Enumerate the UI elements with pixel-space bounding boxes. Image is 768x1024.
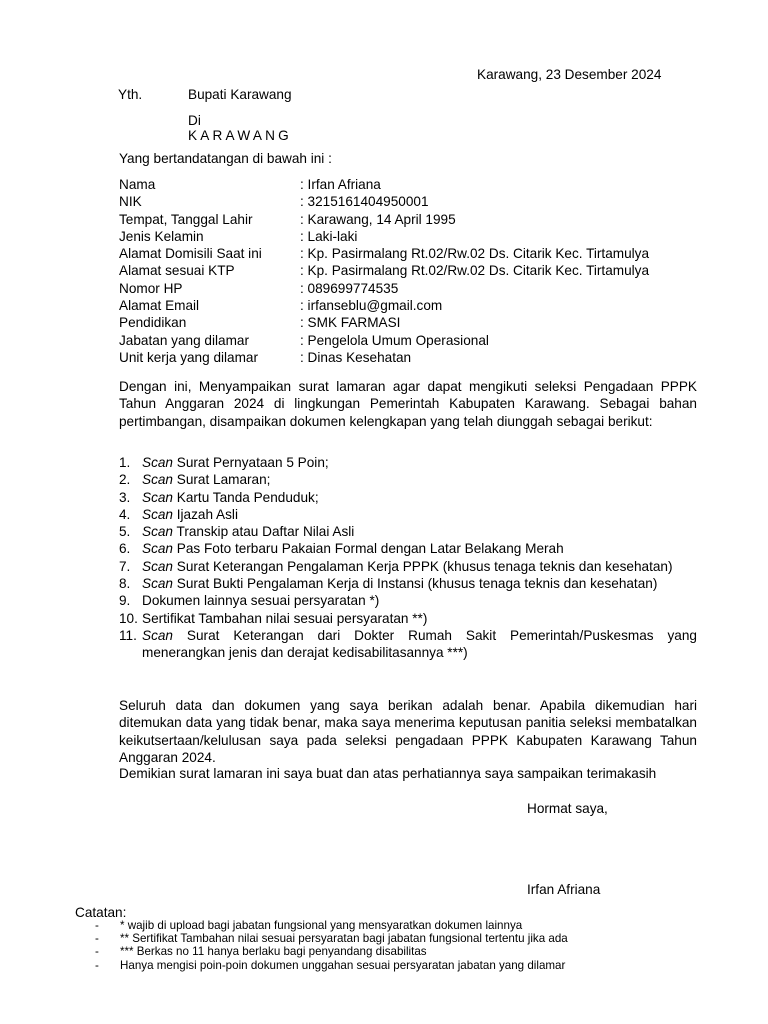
- document-prefix: Scan: [142, 541, 173, 557]
- field-label: Unit kerja yang dilamar: [119, 349, 259, 365]
- field-label: Jenis Kelamin: [119, 228, 204, 244]
- note-dash: -: [95, 932, 99, 946]
- document-number: 1.: [119, 455, 131, 470]
- document-item: [119, 540, 697, 557]
- document-text: [142, 489, 697, 506]
- document-number: 11.: [119, 627, 137, 643]
- field-label: Tempat, Tanggal Lahir: [119, 211, 253, 227]
- document-description: Surat Pernyataan 5 Poin;: [172, 455, 329, 470]
- field-value: : Kp. Pasirmalang Rt.02/Rw.02 Ds. Citarik Kec. Tirtamulya: [300, 246, 650, 262]
- field-value: : 089699774535: [300, 280, 399, 296]
- document-item: [119, 506, 697, 523]
- document-item: [119, 523, 697, 540]
- document-description: Surat Keterangan dari Dokter Rumah Sakit Pemerintah/Puskesmas yang menerangkan jenis dan derajat kedisabilitasannya ***): [142, 627, 697, 661]
- field-row: [119, 314, 719, 331]
- document-prefix: Scan: [142, 489, 173, 505]
- document-text: [142, 454, 697, 471]
- document-description: Surat Bukti Pengalaman Kerja di Instansi (khusus tenaga teknis dan kesehatan): [172, 576, 658, 592]
- document-text: [142, 592, 697, 609]
- field-label: Nama: [119, 177, 156, 192]
- document-description: Surat Keterangan Pengalaman Kerja PPPK (khusus tenaga teknis dan kesehatan): [172, 558, 673, 574]
- document-number: 4.: [119, 506, 131, 522]
- letter-date: Karawang, 23 Desember 2024: [477, 67, 662, 82]
- document-text: [142, 523, 697, 540]
- field-label: Jabatan yang dilamar: [119, 332, 249, 348]
- note-text: ** Sertifikat Tambahan nilai sesuai persyaratan bagi jabatan fungsional tertentu jika ada: [120, 932, 568, 946]
- document-text: [142, 627, 697, 662]
- paragraph-3: Demikian surat lamaran ini saya buat dan atas perhatiannya saya sampaikan terimakasih: [119, 766, 657, 781]
- document-number: 5.: [119, 524, 131, 540]
- field-label: Alamat sesuai KTP: [119, 263, 235, 279]
- field-row: [119, 297, 719, 314]
- document-number: 7.: [119, 558, 131, 574]
- document-description: Kartu Tanda Penduduk;: [172, 489, 319, 505]
- document-text: [142, 540, 697, 557]
- field-row: [119, 332, 719, 349]
- field-value: : Laki-laki: [300, 228, 358, 244]
- field-row: [119, 228, 719, 245]
- field-value: : Kp. Pasirmalang Rt.02/Rw.02 Ds. Citarik Kec. Tirtamulya: [300, 263, 650, 279]
- field-value: : Pengelola Umum Operasional: [300, 332, 489, 348]
- note-dash: -: [95, 919, 99, 932]
- document-prefix: Scan: [142, 558, 173, 574]
- note-dash: -: [95, 945, 99, 959]
- document-text: [142, 558, 697, 575]
- field-value: : SMK FARMASI: [300, 315, 401, 331]
- note-item: [95, 919, 735, 932]
- note-item: [95, 932, 735, 945]
- document-number: 10.: [119, 610, 138, 626]
- field-row: [119, 211, 719, 228]
- document-description: Sertifikat Tambahan nilai sesuai persyaratan **): [142, 610, 428, 626]
- field-label: Alamat Domisili Saat ini: [119, 246, 262, 262]
- note-item: [95, 959, 735, 972]
- paragraph-1: Dengan ini, Menyampaikan surat lamaran agar dapat mengikuti seleksi Pengadaan PPPK Tahun Anggaran 2024 di lingkungan Pemerintah Kabupaten Karawang. Sebagai bahan pertimbangan, disampaikan dokumen kelengkapan yang telah diunggah sebagai berikut:: [119, 379, 697, 429]
- document-list: [119, 454, 697, 662]
- document-item: [119, 575, 697, 592]
- closing: Hormat saya,: [527, 801, 608, 816]
- document-number: 6.: [119, 541, 131, 557]
- document-text: [142, 610, 697, 627]
- document-item: [119, 627, 697, 662]
- field-value: : Karawang, 14 April 1995: [300, 211, 456, 227]
- document-item: [119, 610, 697, 627]
- document-item: [119, 454, 697, 471]
- field-row: [119, 245, 719, 262]
- paragraph-2: Seluruh data dan dokumen yang saya berikan adalah benar. Apabila dikemudian hari ditemukan data yang tidak benar, maka saya menerima keputusan panitia seleksi membatalkan keikutsertaan/kelulusan saya pada seleksi pengadaan PPPK Kabupaten Karawang Tahun Anggaran 2024.: [119, 698, 697, 765]
- field-label: NIK: [119, 194, 142, 210]
- field-value: : 3215161404950001: [300, 194, 429, 210]
- document-description: Transkip atau Daftar Nilai Asli: [172, 524, 355, 540]
- document-text: [142, 575, 697, 592]
- document-item: [119, 471, 697, 488]
- field-row: [119, 349, 719, 366]
- document-number: 3.: [119, 489, 131, 505]
- document-item: [119, 592, 697, 609]
- recipient-name: Bupati Karawang: [188, 87, 292, 102]
- document-number: 9.: [119, 593, 131, 609]
- notes-title: Catatan:: [75, 905, 127, 920]
- document-description: Ijazah Asli: [172, 506, 238, 522]
- field-label: Nomor HP: [119, 280, 183, 296]
- document-description: Dokumen lainnya sesuai persyaratan *): [142, 593, 380, 609]
- field-label: Alamat Email: [119, 298, 200, 314]
- document-prefix: Scan: [142, 576, 173, 592]
- field-label: Pendidikan: [119, 315, 187, 331]
- note-text: *** Berkas no 11 hanya berlaku bagi penyandang disabilitas: [120, 945, 427, 959]
- document-prefix: Scan: [142, 472, 173, 488]
- note-text: Hanya mengisi poin-poin dokumen unggahan sesuai persyaratan jabatan yang dilamar: [120, 958, 566, 972]
- note-dash: -: [95, 958, 99, 972]
- notes-list: [95, 919, 735, 972]
- salutation: Yth.: [118, 87, 143, 102]
- note-text: * wajib di upload bagi jabatan fungsional yang mensyaratkan dokumen lainnya: [120, 919, 523, 932]
- document-text: [142, 506, 697, 523]
- field-row: [119, 262, 719, 279]
- document-number: 8.: [119, 576, 131, 592]
- field-row: [119, 280, 719, 297]
- note-item: [95, 945, 735, 958]
- document-prefix: Scan: [142, 455, 173, 470]
- document-prefix: Scan: [142, 627, 173, 643]
- document-prefix: Scan: [142, 506, 173, 522]
- document-text: [142, 471, 697, 488]
- signer-name: Irfan Afriana: [527, 882, 601, 897]
- field-value: : Irfan Afriana: [300, 177, 381, 192]
- field-value: : Dinas Kesehatan: [300, 349, 412, 365]
- document-description: Surat Lamaran;: [172, 472, 271, 488]
- field-row: [119, 176, 719, 193]
- recipient-city: KARAWANG: [188, 128, 292, 143]
- recipient-di: Di: [188, 113, 201, 128]
- document-prefix: Scan: [142, 524, 173, 540]
- field-value: : irfanseblu@gmail.com: [300, 298, 443, 314]
- intro-text: Yang bertandatangan di bawah ini :: [119, 151, 332, 166]
- document-item: [119, 558, 697, 575]
- applicant-fields: [119, 176, 719, 366]
- document-number: 2.: [119, 472, 131, 488]
- document-description: Pas Foto terbaru Pakaian Formal dengan Latar Belakang Merah: [172, 541, 564, 557]
- field-row: [119, 193, 719, 210]
- document-item: [119, 489, 697, 506]
